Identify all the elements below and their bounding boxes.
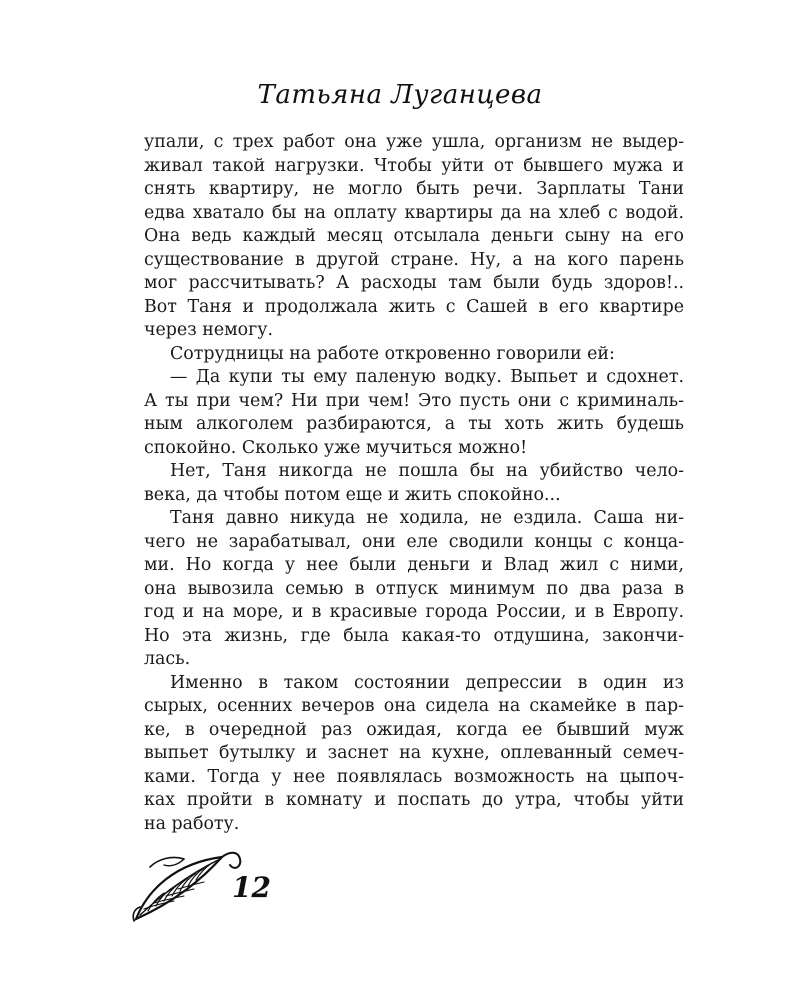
text-line: через немогу.: [144, 320, 273, 340]
text-line: ками. Тогда у нее появлялась возможность на цыпоч-: [144, 766, 684, 787]
text-line: существование в другой стране. Ну, а на кого парень: [144, 249, 684, 270]
text-line: ках пройти в комнату и поспать до утра, чтобы уйти: [144, 790, 684, 810]
text-line: Вот Таня и продолжала жить с Сашей в его квартире: [144, 296, 684, 317]
text-line: Но эта жизнь, где была какая-то отдушина, закончи-: [144, 625, 684, 646]
text-line: снять квартиру, не могло быть речи. Зарплаты Тани: [144, 179, 684, 199]
text-line: чего не зарабатывал, они еле сводили концы с конца-: [144, 531, 684, 552]
text-line: едва хватало бы на оплату квартиры да на хлеб с водой.: [144, 202, 684, 223]
text-line: упали, с трех работ она уже ушла, организм не выдер-: [144, 132, 684, 152]
text-line: ми. Но когда у нее были деньги и Влад жил с ними,: [144, 555, 684, 575]
text-line: на работу.: [144, 813, 240, 834]
text-line: века, да чтобы потом еще и жить спокойно...: [144, 484, 561, 505]
text-line: лась.: [144, 649, 191, 669]
running-header-author: Татьяна Луганцева: [257, 80, 543, 110]
text-line: год и на море, и в красивые города России, и в Европу.: [144, 602, 684, 622]
text-line: ным алкоголем разбираются, а ты хоть жить будешь: [144, 414, 684, 434]
text-line: Сотрудницы на работе откровенно говорили ей:: [170, 343, 615, 364]
text-line: ке, в очередной раз ожидая, когда ее бывший муж: [144, 719, 684, 740]
text-line: Нет, Таня никогда не пошла бы на убийство чело-: [170, 461, 684, 481]
text-line: — Да купи ты ему паленую водку. Выпьет и сдохнет.: [170, 367, 684, 387]
text-line: мог рассчитывать? А расходы там были будь здоров!..: [144, 273, 684, 293]
text-line: живал такой нагрузки. Чтобы уйти от бывшего мужа и: [144, 155, 684, 176]
body-text: [144, 131, 684, 836]
text-line: Таня давно никуда не ходила, не ездила. Саша ни-: [170, 508, 684, 528]
text-line: Именно в таком состоянии депрессии в один из: [170, 672, 684, 693]
leaf-ornament-icon: [130, 845, 245, 929]
text-line: А ты при чем? Ни при чем! Это пусть они с криминаль-: [144, 390, 684, 411]
text-line: сырых, осенних вечеров она сидела на скамейке в пар-: [144, 696, 684, 716]
text-line: выпьет бутылку и заснет на кухне, оплеванный семеч-: [144, 743, 684, 763]
page-number: 12: [232, 871, 271, 904]
text-line: она вывозила семью в отпуск минимум по два раза в: [144, 578, 684, 599]
text-line: Она ведь каждый месяц отсылала деньги сыну на его: [144, 226, 684, 246]
text-line: спокойно. Сколько уже мучиться можно!: [144, 437, 528, 458]
